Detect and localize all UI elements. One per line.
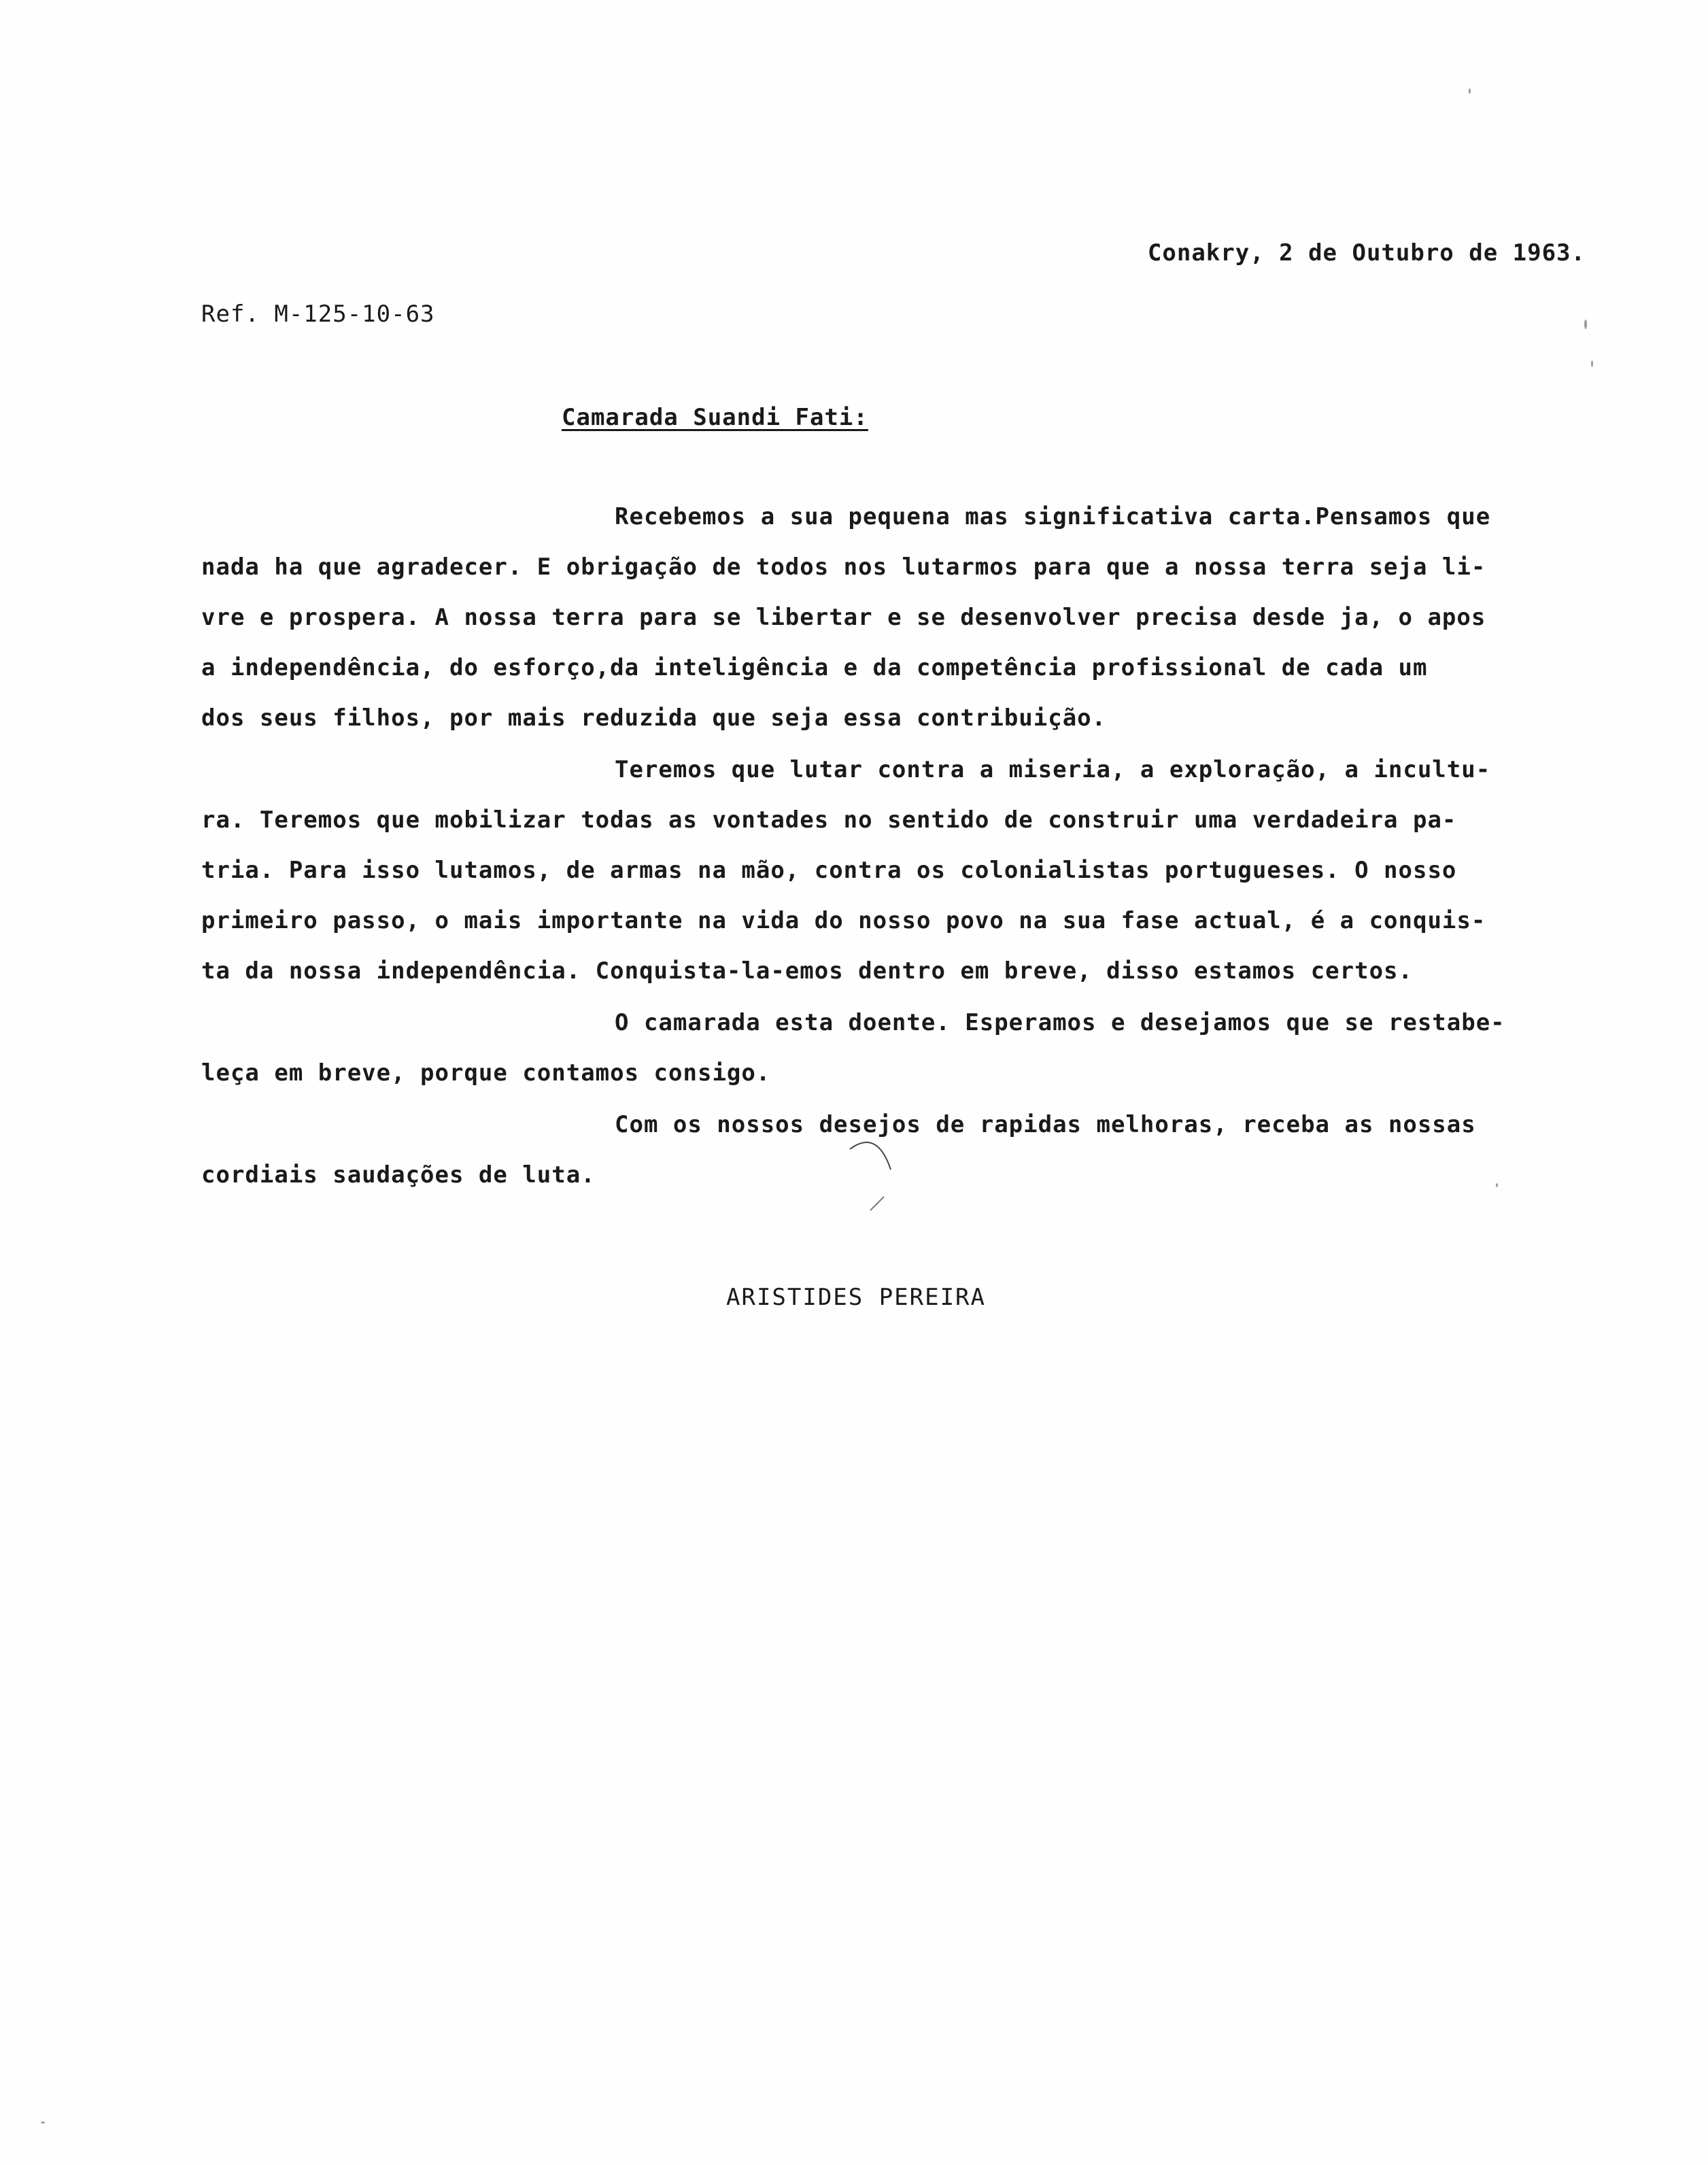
body-line: vre e prospera. A nossa terra para se libertar e se desenvolver precisa desde ja, o apos	[201, 604, 1486, 631]
body-line: nada ha que agradecer. E obrigação de todos nos lutarmos para que a nossa terra seja li-	[201, 553, 1486, 581]
body-line: cordiais saudações de luta.	[201, 1161, 596, 1189]
pen-mark	[843, 1129, 904, 1224]
scan-speck	[1469, 88, 1471, 94]
body-line: O camarada esta doente. Esperamos e desejamos que se restabe-	[615, 1009, 1505, 1036]
reference-number: Ref. M-125-10-63	[201, 301, 435, 328]
letter-date: Conakry, 2 de Outubro de 1963.	[1147, 239, 1586, 267]
signature: ARISTIDES PEREIRA	[726, 1284, 986, 1311]
scan-speck	[41, 2121, 45, 2124]
salutation: Camarada Suandi Fati:	[562, 404, 868, 431]
body-line: Teremos que lutar contra a miseria, a exploração, a incultu-	[615, 756, 1491, 783]
scan-speck	[1584, 320, 1587, 329]
body-line: primeiro passo, o mais importante na vida do nosso povo na sua fase actual, é a conquis-	[201, 907, 1486, 934]
scan-speck	[1591, 360, 1593, 367]
body-line: Com os nossos desejos de rapidas melhoras, receba as nossas	[615, 1111, 1476, 1138]
scan-speck	[1496, 1183, 1498, 1187]
body-line: tria. Para isso lutamos, de armas na mão, contra os colonialistas portugueses. O nosso	[201, 857, 1457, 884]
body-line: leça em breve, porque contamos consigo.	[201, 1059, 771, 1087]
body-line: Recebemos a sua pequena mas significativa carta.Pensamos que	[615, 503, 1491, 530]
body-line: ta da nossa independência. Conquista-la-emos dentro em breve, disso estamos certos.	[201, 957, 1413, 985]
body-line: a independência, do esforço,da inteligência e da competência profissional de cada um	[201, 654, 1428, 681]
body-line: ra. Teremos que mobilizar todas as vontades no sentido de construir uma verdadeira pa-	[201, 806, 1457, 834]
body-line: dos seus filhos, por mais reduzida que seja essa contribuição.	[201, 704, 1107, 732]
